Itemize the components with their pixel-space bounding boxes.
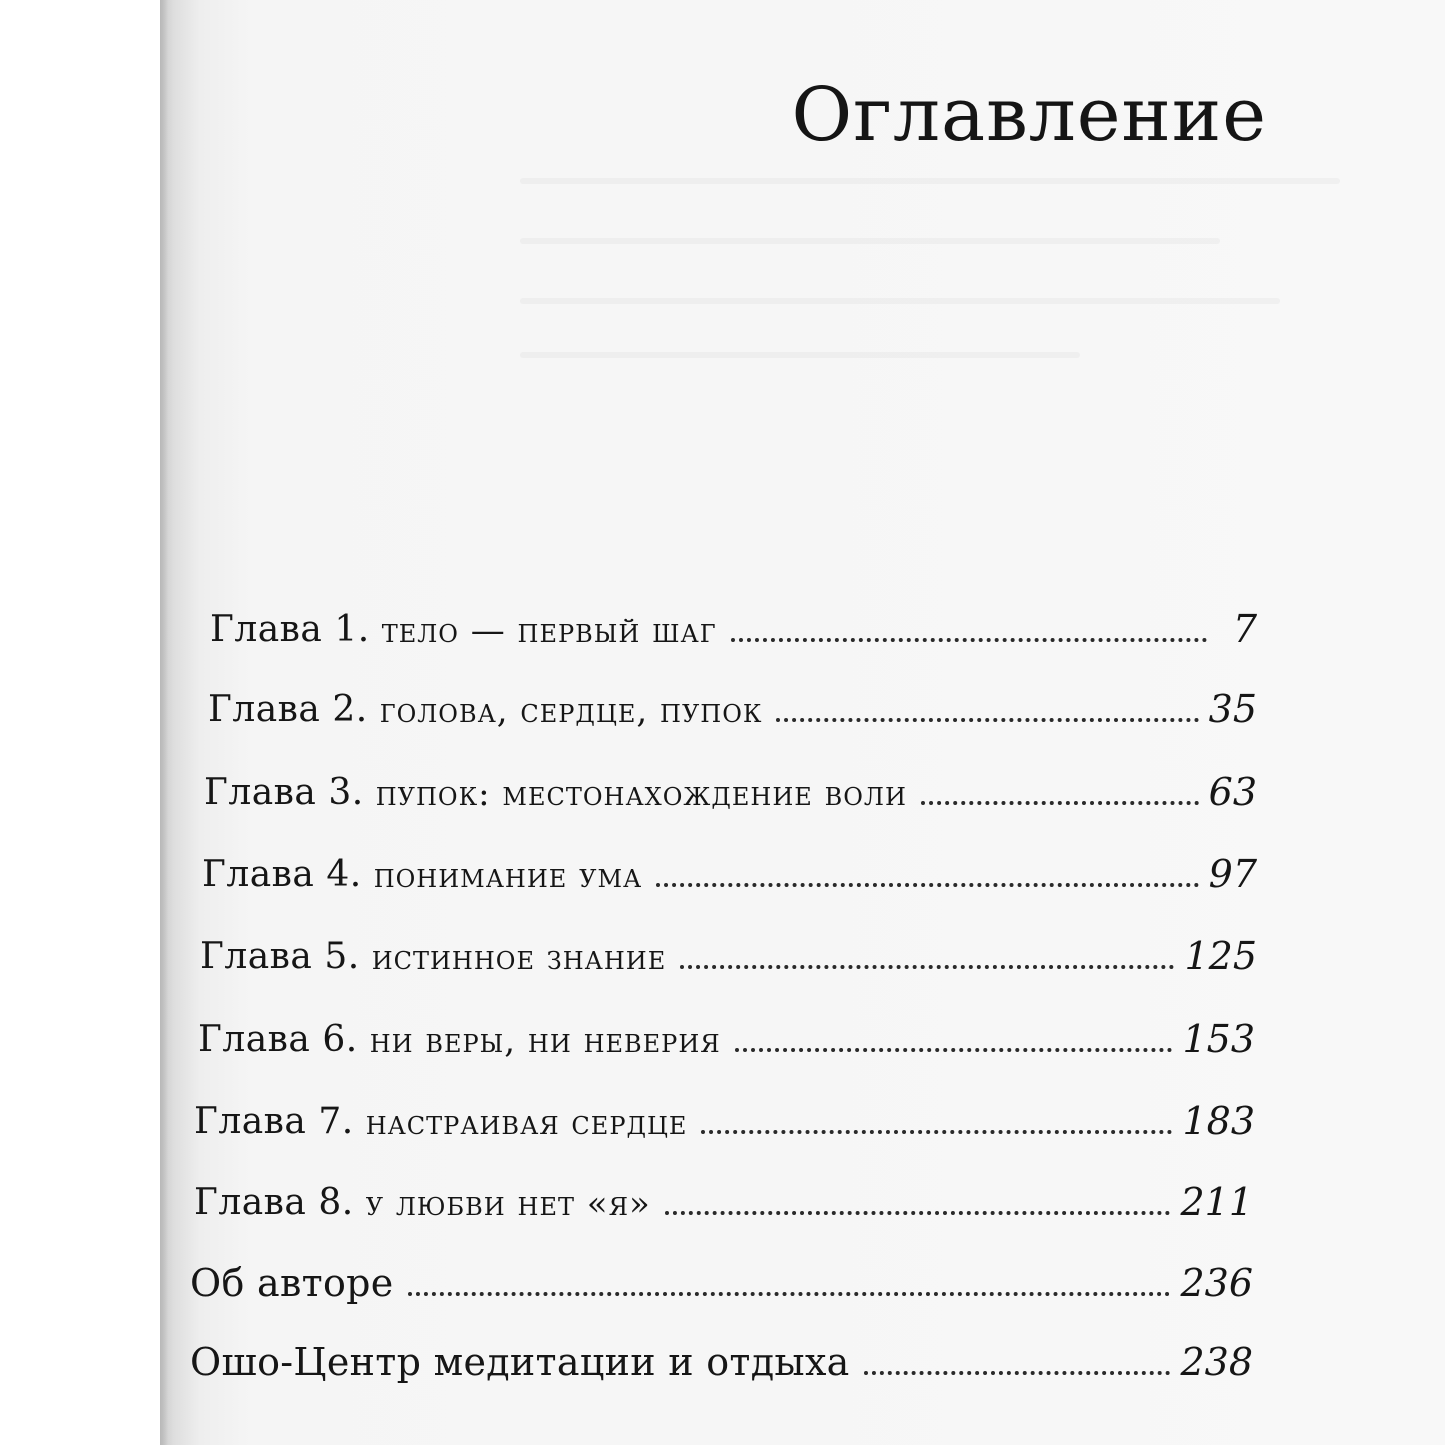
toc-title: Ошо-Центр медитации и отдыха xyxy=(190,1340,850,1384)
toc-leader xyxy=(731,637,1207,642)
toc-entry xyxy=(210,568,1257,651)
toc-entry xyxy=(202,813,1257,896)
toc-page: 238 xyxy=(1180,1340,1253,1384)
toc-entry xyxy=(198,978,1255,1061)
toc-entry xyxy=(208,648,1257,731)
toc-page: 183 xyxy=(1182,1099,1255,1143)
toc-chapter: Глава 1. xyxy=(210,609,370,650)
toc-leader xyxy=(680,964,1174,969)
toc-page: 35 xyxy=(1208,687,1257,731)
toc-entry xyxy=(194,1060,1255,1143)
toc-chapter: Глава 7. xyxy=(194,1101,354,1142)
toc-chapter: Глава 4. xyxy=(202,854,362,895)
page-title: Оглавление xyxy=(791,72,1267,158)
toc-page: 125 xyxy=(1184,934,1257,978)
show-through-line xyxy=(520,298,1280,304)
toc-chapter: Глава 8. xyxy=(194,1182,354,1223)
show-through-line xyxy=(520,238,1220,244)
toc-title: у любви нет «я» xyxy=(365,1184,651,1224)
toc-title: пупок: местонахождение воли xyxy=(375,774,907,814)
toc-leader xyxy=(701,1129,1172,1134)
toc-chapter: Глава 3. xyxy=(204,772,364,813)
toc-leader xyxy=(776,717,1198,722)
toc-title: понимание ума xyxy=(373,856,643,896)
toc-title: Об авторе xyxy=(190,1261,394,1305)
toc-chapter: Глава 5. xyxy=(200,936,360,977)
book-page xyxy=(160,0,1445,1445)
toc-chapter: Глава 6. xyxy=(198,1019,358,1060)
toc-page: 63 xyxy=(1208,770,1257,814)
toc-page: 211 xyxy=(1180,1180,1253,1224)
toc-leader xyxy=(656,882,1198,887)
toc-leader xyxy=(864,1370,1171,1375)
toc-leader xyxy=(921,800,1199,805)
toc-entry xyxy=(204,731,1257,814)
toc-page: 236 xyxy=(1180,1261,1253,1305)
toc-leader xyxy=(735,1047,1173,1052)
show-through-line xyxy=(520,352,1080,358)
toc-entry xyxy=(190,1222,1253,1305)
toc-page: 7 xyxy=(1232,607,1257,651)
toc-entry xyxy=(194,1141,1253,1224)
toc-leader xyxy=(408,1291,1171,1296)
toc-chapter: Глава 2. xyxy=(208,689,368,730)
toc-title: истинное знание xyxy=(371,938,667,978)
toc-page: 97 xyxy=(1208,852,1257,896)
toc-title: голова, сердце, пупок xyxy=(379,691,763,731)
toc-title: тело — первый шаг xyxy=(381,611,717,651)
toc-title: настраивая сердце xyxy=(365,1103,688,1143)
show-through-line xyxy=(520,178,1340,184)
toc-title: ни веры, ни неверия xyxy=(369,1021,721,1061)
toc-entry xyxy=(190,1301,1253,1384)
toc-entry xyxy=(200,895,1257,978)
toc-leader xyxy=(665,1210,1171,1215)
toc-page: 153 xyxy=(1182,1017,1255,1061)
